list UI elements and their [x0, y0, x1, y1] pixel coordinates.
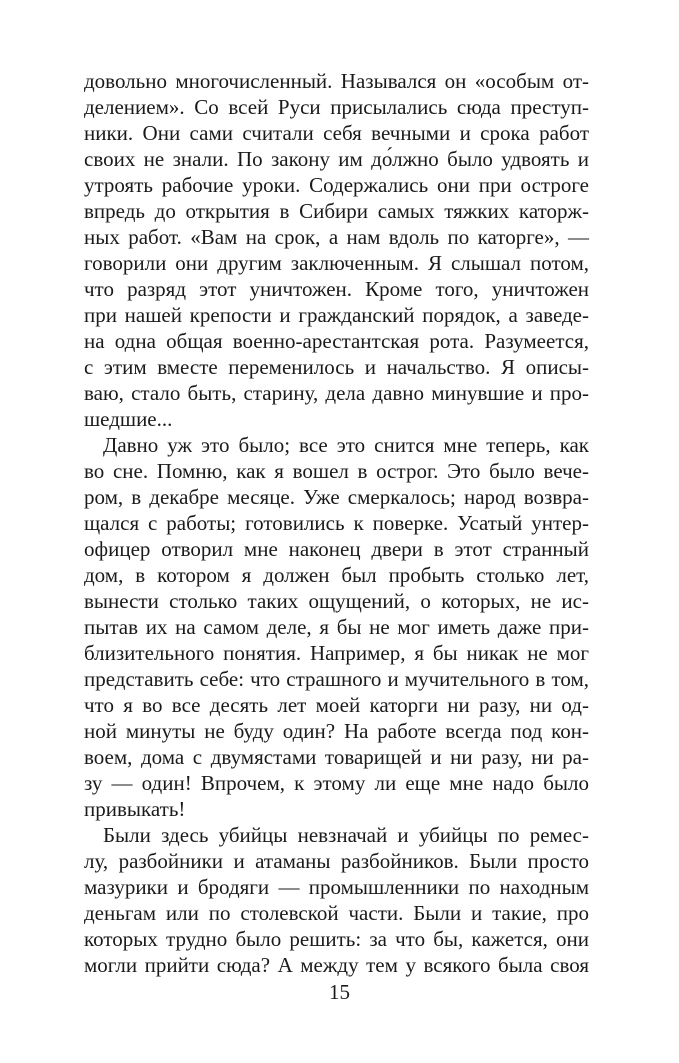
text-line: пытав их на самом деле, я бы не мог иметь даже при-	[84, 615, 589, 639]
text-line: ники. Они сами считали себя вечными и срока работ	[84, 121, 589, 145]
text-line: вынести столько таких ощущений, о которых, не ис-	[84, 589, 589, 613]
text-line: дом, в котором я должен был пробыть столько лет,	[84, 563, 589, 587]
text-line: Были здесь убийцы невзначай и убийцы по ремес-	[103, 823, 589, 847]
text-line: которых трудно было решить: за что бы, кажется, они	[84, 927, 589, 951]
text-line: деньгам или по столевской части. Были и такие, про	[84, 901, 589, 925]
text-line: своих не знали. По закону им до́лжно было удвоять и	[84, 147, 589, 171]
text-line: могли прийти сюда? А между тем у всякого была своя	[84, 953, 589, 977]
text-line: во сне. Помню, как я вошел в острог. Это было вече-	[84, 459, 589, 483]
text-line: близительного понятия. Например, я бы никак не мог	[84, 641, 589, 665]
text-line: офицер отворил мне наконец двери в этот странный	[84, 537, 589, 561]
text-line: при нашей крепости и гражданский порядок, а заведе-	[84, 303, 589, 327]
text-line: шедшие...	[84, 407, 173, 431]
text-line: впредь до открытия в Сибири самых тяжких каторж-	[84, 199, 589, 223]
text-line: говорили они другим заключенным. Я слышал потом,	[84, 251, 589, 275]
page-number: 15	[329, 980, 350, 1004]
text-line: привыкать!	[84, 797, 186, 821]
text-line: зу — один! Впрочем, к этому ли еще мне надо было	[84, 771, 589, 795]
text-line: представить себе: что страшного и мучительного в том,	[84, 667, 589, 691]
text-line: ваю, стало быть, старину, дела давно минувшие и про-	[84, 381, 589, 405]
text-line: лу, разбойники и атаманы разбойников. Были просто	[84, 849, 589, 873]
text-line: ром, в декабре месяце. Уже смеркалось; народ возвра-	[84, 485, 589, 509]
text-line: мазурики и бродяги — промышленники по находным	[84, 875, 589, 899]
text-line: что разряд этот уничтожен. Кроме того, уничтожен	[84, 277, 589, 301]
text-line: Давно уж это было; все это снится мне теперь, как	[103, 433, 589, 457]
text-line: на одна общая военно-арестантская рота. Разумеется,	[84, 329, 589, 353]
text-line: с этим вместе переменилось и начальство. Я описы-	[84, 355, 589, 379]
text-line: воем, дома с двумястами товарищей и ни разу, ни ра-	[84, 745, 589, 769]
text-line: ной минуты не буду один? На работе всегда под кон-	[84, 719, 589, 743]
text-line: щался с работы; готовились к поверке. Усатый унтер-	[84, 511, 589, 535]
text-line: ных работ. «Вам на срок, а нам вдоль по каторге», —	[84, 225, 589, 249]
text-line: что я во все десять лет моей каторги ни разу, ни од-	[84, 693, 589, 717]
text-line: делением». Со всей Руси присылались сюда преступ-	[84, 95, 589, 119]
text-line: довольно многочисленный. Назывался он «особым от-	[84, 69, 589, 93]
text-line: утроять рабочие уроки. Содержались они при остроге	[84, 173, 589, 197]
